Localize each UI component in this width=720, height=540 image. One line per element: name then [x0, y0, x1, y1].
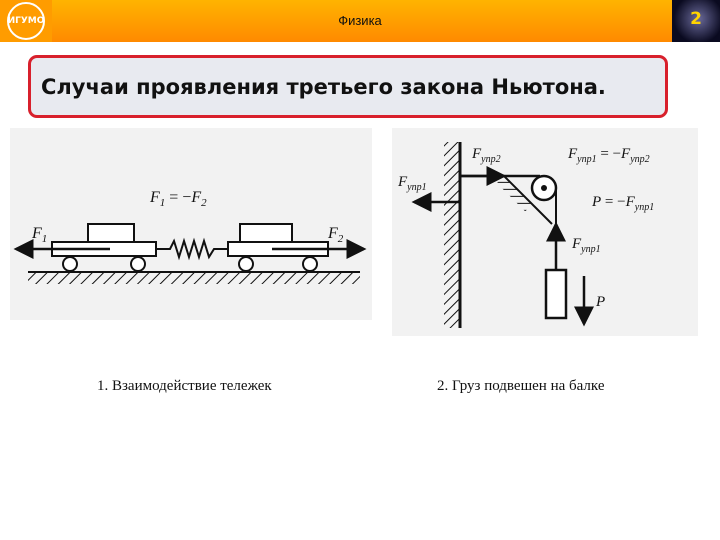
slide-title: Случаи проявления третьего закона Ньютона.	[41, 75, 606, 99]
title-box	[28, 55, 668, 118]
eq-weight: $P = -F_{упр1}$	[592, 194, 655, 213]
eq-forces: $F_{упр1} = -F_{упр2}$	[568, 146, 650, 165]
wheel	[239, 257, 253, 271]
wheel	[303, 257, 317, 271]
cart-right-load	[240, 224, 292, 242]
ground-hatch	[28, 273, 360, 284]
caption-beam: 2. Груз подвешен на балке	[437, 378, 605, 394]
wall-hatch	[444, 142, 460, 328]
wheel	[131, 257, 145, 271]
slide-number: 2	[690, 9, 702, 29]
caption-carts: 1. Взаимодействие тележек	[97, 378, 272, 394]
label-f2: $F_2$	[328, 225, 344, 245]
label-f-upr2: $F_{упр2}$	[472, 146, 501, 165]
wheel	[63, 257, 77, 271]
label-p: P	[596, 294, 606, 310]
pulley-axle	[541, 185, 547, 191]
label-f-upr1-left: $F_{упр1}$	[398, 174, 427, 193]
label-f-upr1-right: $F_{упр1}$	[572, 236, 601, 255]
figure-carts	[10, 128, 372, 320]
figure-beam	[392, 128, 698, 336]
cart-left-load	[88, 224, 134, 242]
subject-title: Физика	[338, 13, 382, 28]
logo-text: ИГУМО	[7, 2, 45, 40]
load	[546, 270, 566, 318]
eq-cart: $F_1 = -F_2$	[150, 189, 207, 209]
label-f1: $F_1$	[32, 225, 48, 245]
